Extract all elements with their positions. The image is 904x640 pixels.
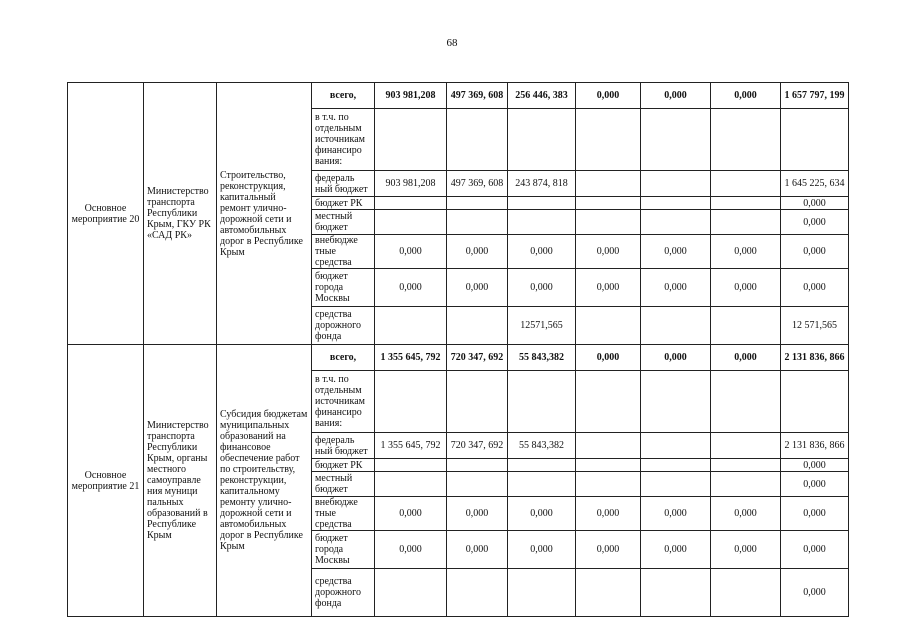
- source-cell: внебюдже тные средства: [312, 235, 375, 269]
- value-cell: [508, 197, 576, 210]
- source-cell: всего,: [312, 83, 375, 109]
- value-cell: [447, 210, 508, 235]
- value-cell: 720 347, 692: [447, 345, 508, 371]
- value-cell: 0,000: [447, 269, 508, 307]
- value-cell: 0,000: [576, 531, 641, 569]
- value-cell: [711, 210, 781, 235]
- value-cell: [711, 171, 781, 197]
- value-cell: [375, 472, 447, 497]
- value-cell: 0,000: [375, 269, 447, 307]
- value-cell: 12571,565: [508, 307, 576, 345]
- value-cell: [508, 569, 576, 617]
- value-cell: [375, 307, 447, 345]
- value-cell: [447, 569, 508, 617]
- value-cell: 0,000: [447, 497, 508, 531]
- value-cell: [508, 109, 576, 171]
- value-cell: 2 131 836, 866: [781, 345, 849, 371]
- value-cell: 1 645 225, 634: [781, 171, 849, 197]
- ministry-cell: Министерство транспорта Республики Крым, органы местного самоуправле ния муници пальных образований в Республике Крым: [144, 345, 217, 617]
- measure-cell: Основное мероприятие 21: [68, 345, 144, 617]
- value-cell: [711, 459, 781, 472]
- source-cell: средства дорожного фонда: [312, 307, 375, 345]
- source-cell: федераль ный бюджет: [312, 171, 375, 197]
- value-cell: [508, 472, 576, 497]
- value-cell: 0,000: [711, 269, 781, 307]
- value-cell: 0,000: [375, 531, 447, 569]
- value-cell: 243 874, 818: [508, 171, 576, 197]
- value-cell: 0,000: [576, 345, 641, 371]
- value-cell: [641, 197, 711, 210]
- value-cell: 0,000: [641, 269, 711, 307]
- value-cell: [576, 210, 641, 235]
- source-cell: всего,: [312, 345, 375, 371]
- value-cell: 0,000: [508, 235, 576, 269]
- value-cell: [576, 307, 641, 345]
- value-cell: [576, 459, 641, 472]
- value-cell: 12 571,565: [781, 307, 849, 345]
- source-cell: в т.ч. по отдельным источникам финансиро вания:: [312, 109, 375, 171]
- value-cell: 0,000: [447, 235, 508, 269]
- value-cell: 720 347, 692: [447, 433, 508, 459]
- value-cell: [375, 569, 447, 617]
- source-cell: местный бюджет: [312, 472, 375, 497]
- value-cell: [576, 472, 641, 497]
- value-cell: [447, 197, 508, 210]
- value-cell: 0,000: [641, 531, 711, 569]
- value-cell: [781, 371, 849, 433]
- value-cell: 497 369, 608: [447, 83, 508, 109]
- value-cell: [711, 109, 781, 171]
- value-cell: [576, 109, 641, 171]
- value-cell: [641, 371, 711, 433]
- value-cell: 0,000: [641, 83, 711, 109]
- ministry-cell: Министерство транспорта Республики Крым, ГКУ РК «САД РК»: [144, 83, 217, 345]
- value-cell: [375, 197, 447, 210]
- value-cell: [447, 371, 508, 433]
- value-cell: 2 131 836, 866: [781, 433, 849, 459]
- source-cell: бюджет города Москвы: [312, 531, 375, 569]
- value-cell: 0,000: [641, 345, 711, 371]
- value-cell: 55 843,382: [508, 345, 576, 371]
- value-cell: [641, 109, 711, 171]
- value-cell: [781, 109, 849, 171]
- value-cell: [711, 472, 781, 497]
- value-cell: [711, 569, 781, 617]
- value-cell: 55 843,382: [508, 433, 576, 459]
- source-cell: средства дорожного фонда: [312, 569, 375, 617]
- value-cell: [711, 307, 781, 345]
- source-cell: внебюдже тные средства: [312, 497, 375, 531]
- value-cell: 0,000: [781, 472, 849, 497]
- value-cell: 0,000: [576, 497, 641, 531]
- table-row: [68, 83, 849, 109]
- value-cell: [508, 459, 576, 472]
- value-cell: 0,000: [576, 235, 641, 269]
- value-cell: 0,000: [781, 497, 849, 531]
- value-cell: 903 981,208: [375, 171, 447, 197]
- value-cell: 0,000: [781, 210, 849, 235]
- value-cell: 0,000: [711, 83, 781, 109]
- page-number: 68: [446, 37, 458, 49]
- value-cell: [641, 472, 711, 497]
- financing-table: [67, 82, 849, 617]
- value-cell: 0,000: [781, 459, 849, 472]
- value-cell: [508, 371, 576, 433]
- value-cell: [641, 307, 711, 345]
- value-cell: 1 355 645, 792: [375, 433, 447, 459]
- value-cell: [711, 433, 781, 459]
- value-cell: [576, 371, 641, 433]
- value-cell: [711, 371, 781, 433]
- source-cell: местный бюджет: [312, 210, 375, 235]
- value-cell: [576, 433, 641, 459]
- value-cell: [508, 210, 576, 235]
- value-cell: [447, 307, 508, 345]
- measure-cell: Основное мероприятие 20: [68, 83, 144, 345]
- value-cell: [375, 210, 447, 235]
- value-cell: [576, 197, 641, 210]
- value-cell: 0,000: [781, 531, 849, 569]
- value-cell: [375, 371, 447, 433]
- value-cell: 0,000: [508, 497, 576, 531]
- value-cell: 0,000: [781, 197, 849, 210]
- value-cell: 497 369, 608: [447, 171, 508, 197]
- value-cell: 1 657 797, 199: [781, 83, 849, 109]
- value-cell: 0,000: [508, 531, 576, 569]
- value-cell: 0,000: [711, 345, 781, 371]
- source-cell: бюджет города Москвы: [312, 269, 375, 307]
- value-cell: [711, 197, 781, 210]
- value-cell: [641, 433, 711, 459]
- source-cell: в т.ч. по отдельным источникам финансиро вания:: [312, 371, 375, 433]
- value-cell: 0,000: [508, 269, 576, 307]
- value-cell: 256 446, 383: [508, 83, 576, 109]
- value-cell: 0,000: [375, 497, 447, 531]
- value-cell: [447, 459, 508, 472]
- value-cell: 0,000: [781, 269, 849, 307]
- value-cell: 0,000: [447, 531, 508, 569]
- description-cell: Строительство, реконструкция, капитальный ремонт улично-дорожной сети и автомобильных дорог в Республике Крым: [217, 83, 312, 345]
- source-cell: бюджет РК: [312, 197, 375, 210]
- value-cell: [641, 210, 711, 235]
- description-cell: Субсидия бюджетам муниципальных образований на финансовое обеспечение работ по строительству, реконструкции, капитальному ремонту улично-дорожной сети и автомобильных дорог в Республике Крым: [217, 345, 312, 617]
- value-cell: 1 355 645, 792: [375, 345, 447, 371]
- value-cell: 0,000: [711, 531, 781, 569]
- value-cell: [447, 472, 508, 497]
- value-cell: 0,000: [576, 269, 641, 307]
- value-cell: 0,000: [375, 235, 447, 269]
- value-cell: [447, 109, 508, 171]
- value-cell: 0,000: [711, 235, 781, 269]
- value-cell: [375, 109, 447, 171]
- value-cell: [576, 171, 641, 197]
- table-row: [68, 345, 849, 371]
- value-cell: 0,000: [641, 235, 711, 269]
- value-cell: 0,000: [711, 497, 781, 531]
- source-cell: федераль ный бюджет: [312, 433, 375, 459]
- source-cell: бюджет РК: [312, 459, 375, 472]
- value-cell: 903 981,208: [375, 83, 447, 109]
- value-cell: [641, 171, 711, 197]
- value-cell: 0,000: [781, 235, 849, 269]
- value-cell: 0,000: [576, 83, 641, 109]
- value-cell: [641, 459, 711, 472]
- value-cell: 0,000: [641, 497, 711, 531]
- value-cell: [641, 569, 711, 617]
- value-cell: [576, 569, 641, 617]
- value-cell: 0,000: [781, 569, 849, 617]
- value-cell: [375, 459, 447, 472]
